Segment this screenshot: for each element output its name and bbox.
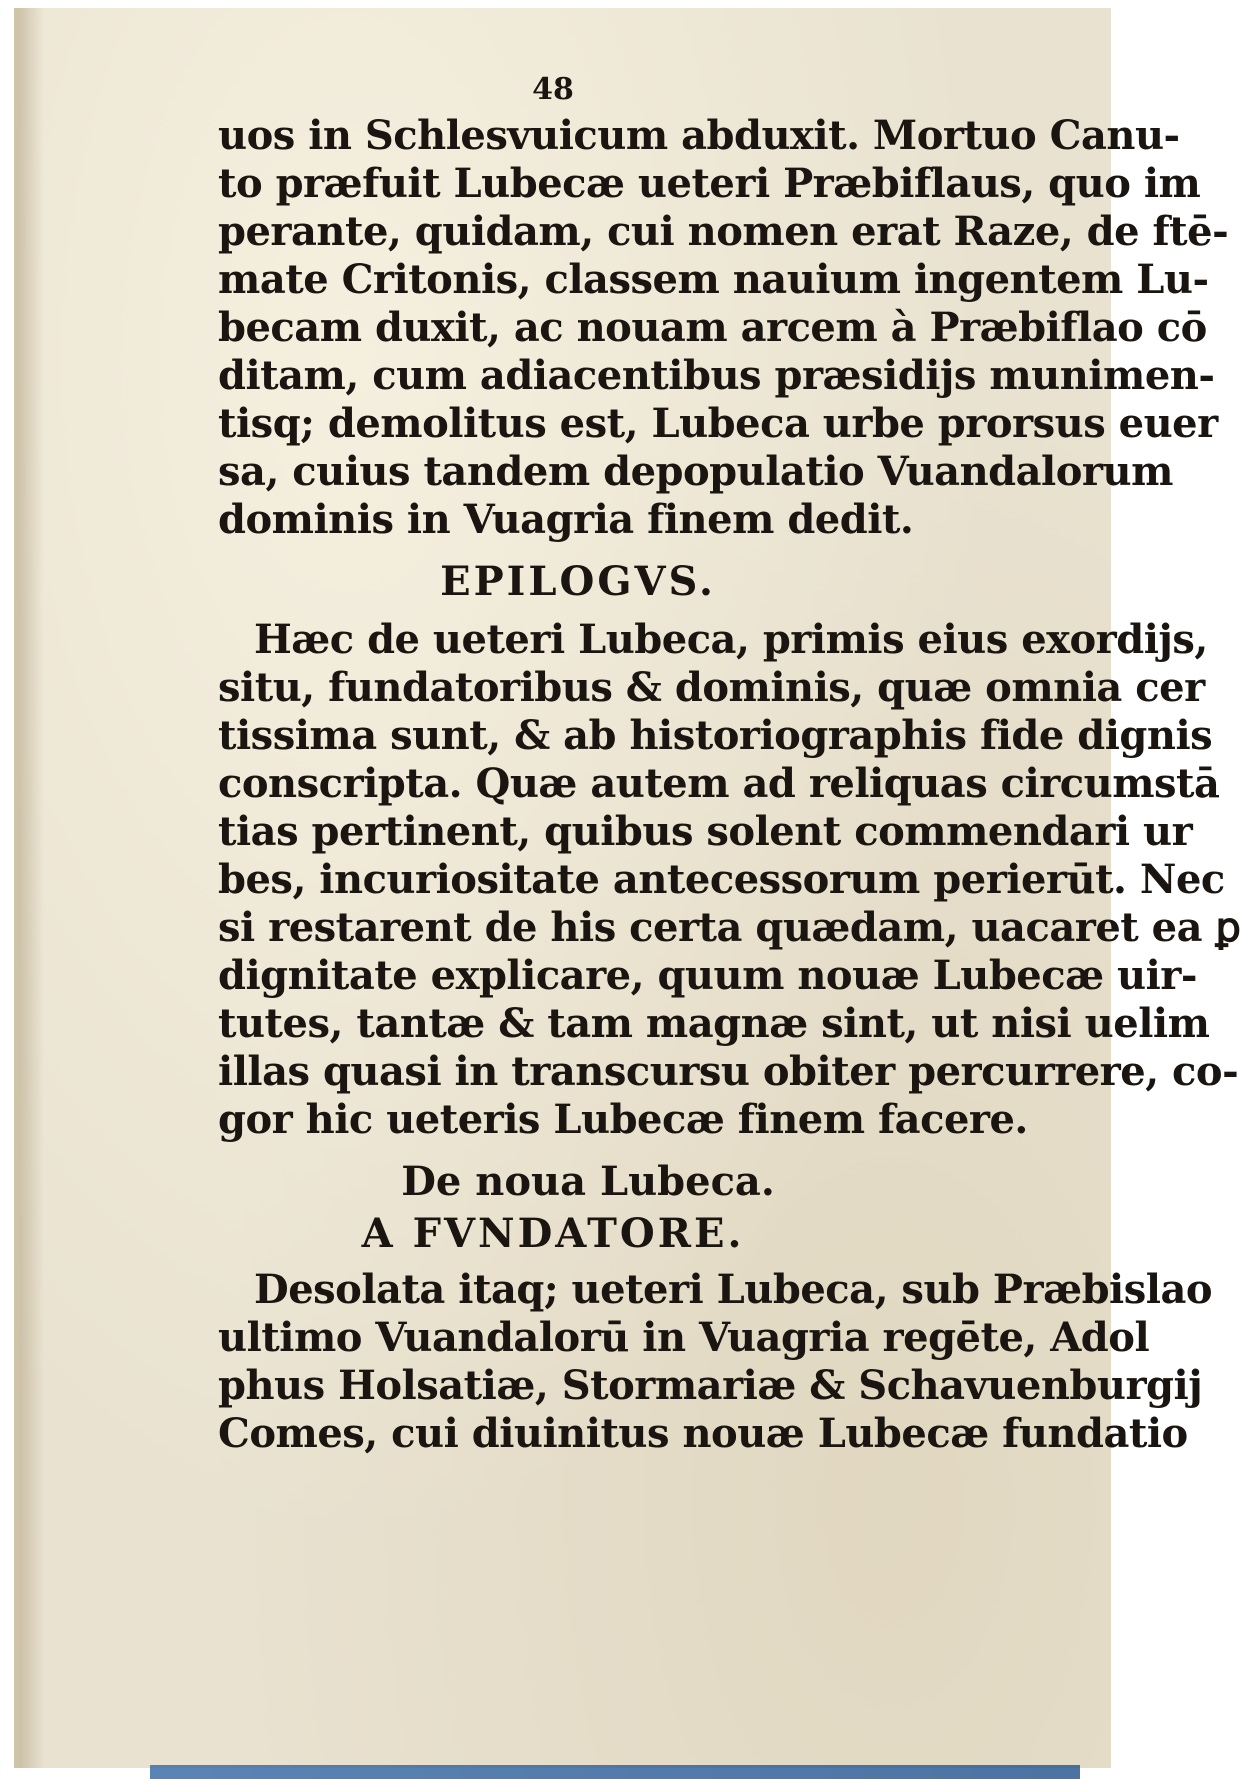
text-line: conscripta. Quæ autem ad reliquas circumstā <box>218 760 1220 807</box>
text-line: dignitate explicare, quum nouæ Lubecæ uir- <box>218 952 1197 999</box>
paragraph-2 <box>218 616 1240 1144</box>
scan-edge-strip <box>150 1765 1080 1779</box>
paragraph-3 <box>218 1266 1213 1458</box>
section-heading-a-fundatore: A FVNDATORE. <box>361 1210 745 1257</box>
text-line: tissima sunt, & ab historiographis fide dignis <box>218 712 1213 759</box>
text-line: tisq; demolitus est, Lubeca urbe prorsus euer <box>218 400 1218 447</box>
text-line: ultimo Vuandalorū in Vuagria regēte, Adol <box>218 1314 1150 1361</box>
text-line: mate Critonis, classem nauium ingentem Lu- <box>218 256 1209 303</box>
text-line: si restarent de his certa quædam, uacaret ea ꝑ <box>218 904 1240 951</box>
text-line: Desolata itaq; ueteri Lubeca, sub Præbislao <box>254 1266 1213 1313</box>
text-line: sa, cuius tandem depopulatio Vuandalorum <box>218 448 1173 495</box>
section-subheading-de-noua-lubeca: De noua Lubeca. <box>401 1158 775 1205</box>
text-line: Hæc de ueteri Lubeca, primis eius exordijs, <box>254 616 1208 663</box>
text-line: becam duxit, ac nouam arcem à Præbiflao cō <box>218 304 1207 351</box>
text-line: ditam, cum adiacentibus præsidijs munimen- <box>218 352 1215 399</box>
text-line: tias pertinent, quibus solent commendari ur <box>218 808 1193 855</box>
text-line: gor hic ueteris Lubecæ finem facere. <box>218 1096 1028 1143</box>
text-line: Comes, cui diuinitus nouæ Lubecæ fundatio <box>218 1410 1188 1457</box>
page-number: 48 <box>532 72 574 107</box>
paragraph-1 <box>218 112 1229 544</box>
text-line: tutes, tantæ & tam magnæ sint, ut nisi uelim <box>218 1000 1210 1047</box>
page-gutter-shadow <box>20 8 44 1768</box>
page-text <box>218 68 1240 1458</box>
text-line: to præfuit Lubecæ ueteri Præbiflaus, quo im <box>218 160 1201 207</box>
text-line: bes, incuriositate antecessorum perierūt. Nec <box>218 856 1225 903</box>
text-line: uos in Schlesvuicum abduxit. Mortuo Canu- <box>218 112 1180 159</box>
text-line: phus Holsatiæ, Stormariæ & Schavuenburgij <box>218 1362 1203 1409</box>
section-heading-epilogus: EPILOGVS. <box>440 558 716 605</box>
text-line: perante, quidam, cui nomen erat Raze, de ftē- <box>218 208 1229 255</box>
text-line: situ, fundatoribus & dominis, quæ omnia cer <box>218 664 1205 711</box>
text-line: illas quasi in transcursu obiter percurrere, co- <box>218 1048 1239 1095</box>
text-line: dominis in Vuagria finem dedit. <box>218 496 914 543</box>
